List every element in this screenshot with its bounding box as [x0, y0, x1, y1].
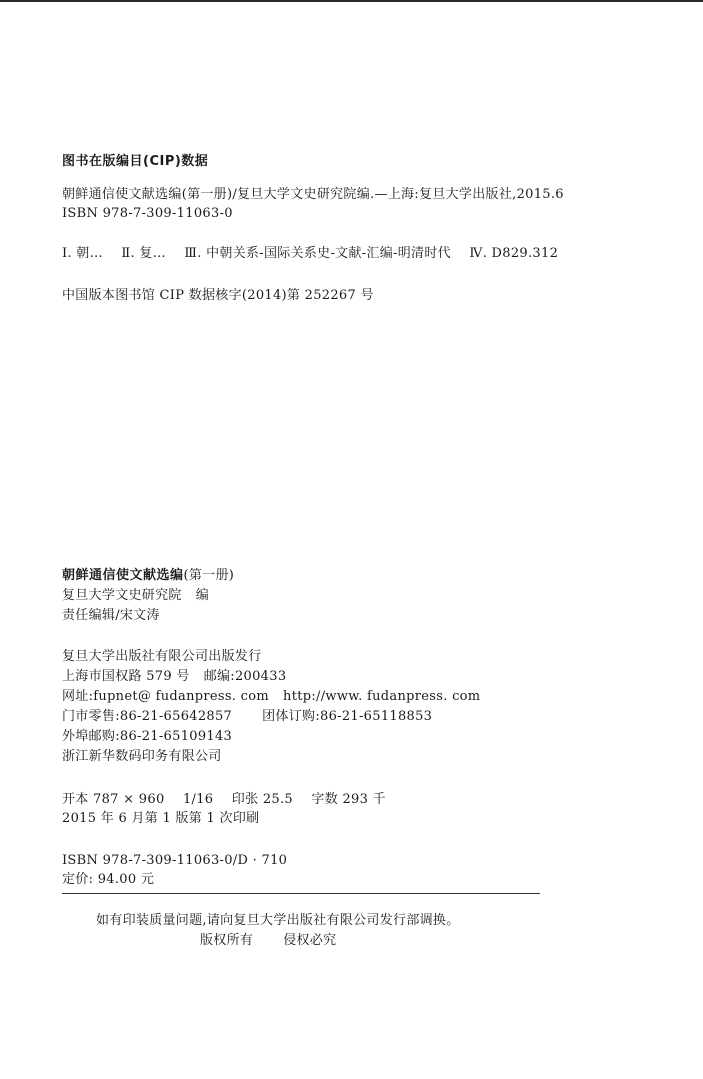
- subject-2: Ⅱ. 复…: [121, 246, 166, 261]
- editor-org: 复旦大学文史研究院: [62, 588, 182, 603]
- book-editor: [62, 587, 209, 605]
- printer-name: 浙江新华数码印务有限公司: [62, 749, 222, 764]
- subject-3: Ⅲ. 中朝关系-国际关系史-文献-汇编-明清时代: [184, 246, 451, 261]
- cip-library-line: 中国版本图书馆 CIP 数据核字(2014)第 252267 号: [62, 288, 374, 303]
- specs-line: [62, 791, 386, 809]
- responsible-editor: 责任编辑/宋文涛: [62, 608, 160, 623]
- publisher-phone-line: [62, 708, 432, 726]
- spec-words: 字数 293 千: [311, 792, 386, 807]
- book-title: [62, 567, 234, 585]
- group-phone: 团体订购:86-21-65118853: [262, 709, 433, 724]
- top-rule: [0, 0, 703, 2]
- publisher-address: 上海市国权路 579 号: [62, 669, 190, 684]
- exchange-notice: 如有印装质量问题,请向复旦大学出版社有限公司发行部调换。: [96, 913, 460, 928]
- publisher-website: http://www. fudanpress. com: [283, 689, 481, 704]
- spec-fraction: 1/16: [182, 792, 214, 807]
- subject-4: Ⅳ. D829.312: [469, 246, 559, 261]
- publisher-name: 复旦大学出版社有限公司出版发行: [62, 649, 262, 664]
- subject-1: Ⅰ. 朝…: [62, 246, 103, 261]
- publisher-postcode: 邮编:200433: [203, 669, 287, 684]
- mail-order-phone: 外埠邮购:86-21-65109143: [62, 729, 233, 744]
- price-line: 定价: 94.00 元: [62, 872, 155, 887]
- bottom-rule: [62, 893, 540, 894]
- edition-line: 2015 年 6 月第 1 版第 1 次印刷: [62, 811, 260, 826]
- editor-role: 编: [195, 588, 210, 603]
- store-phone: 门市零售:86-21-65642857: [62, 709, 233, 724]
- book-title-main: 朝鲜通信使文献选编: [62, 568, 184, 583]
- cip-record-line: 朝鲜通信使文献选编(第一册)/复旦大学文史研究院编.—上海:复旦大学出版社,2015.6: [62, 187, 564, 202]
- spec-sheets: 印张 25.5: [231, 792, 293, 807]
- rights-line: [200, 932, 336, 950]
- cip-heading: 图书在版编目(CIP)数据: [62, 154, 209, 169]
- cip-isbn: ISBN 978-7-309-11063-0: [62, 206, 233, 221]
- cip-subjects: [62, 245, 558, 263]
- isbn-full: ISBN 978-7-309-11063-0/D · 710: [62, 853, 288, 868]
- publisher-email: 网址:fupnet@ fudanpress. com: [62, 689, 270, 704]
- publisher-web-line: [62, 688, 480, 706]
- infringement-notice: 侵权必究: [283, 933, 337, 948]
- spec-format: 开本 787 × 960: [62, 792, 165, 807]
- publisher-address-line: [62, 668, 286, 686]
- rights-reserved: 版权所有: [200, 933, 254, 948]
- book-title-volume: (第一册): [183, 568, 235, 583]
